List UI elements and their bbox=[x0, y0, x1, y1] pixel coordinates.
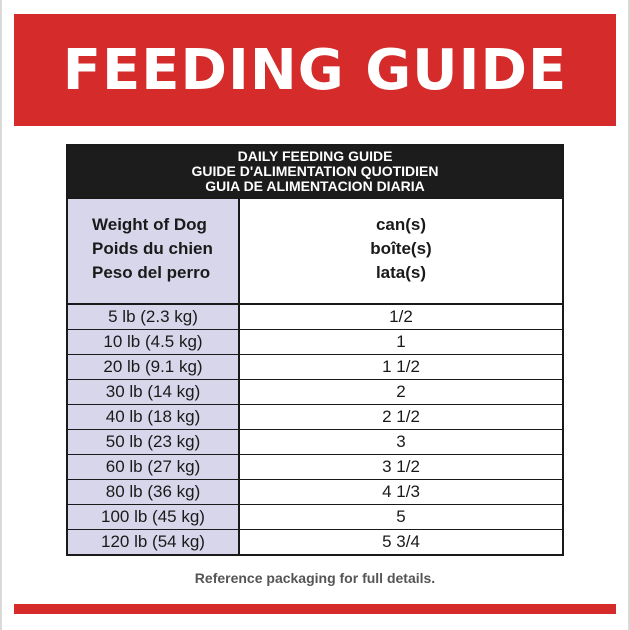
column-headers bbox=[68, 197, 562, 305]
table-row bbox=[68, 430, 562, 455]
weight-header-es: Peso del perro bbox=[92, 263, 211, 282]
cans-header-es: lata(s) bbox=[375, 263, 427, 282]
weight-cell: 20 lb (9.1 kg) bbox=[68, 355, 240, 379]
cans-column-header bbox=[240, 199, 562, 303]
table-body bbox=[68, 305, 562, 554]
table-row bbox=[68, 355, 562, 380]
table-row bbox=[68, 530, 562, 554]
cans-header-en: can(s) bbox=[375, 215, 427, 234]
weight-cell: 100 lb (45 kg) bbox=[68, 505, 240, 529]
cans-cell: 1 bbox=[240, 330, 562, 354]
feeding-table bbox=[66, 144, 564, 556]
table-row bbox=[68, 380, 562, 405]
table-row bbox=[68, 330, 562, 355]
cans-cell: 4 1/3 bbox=[240, 480, 562, 504]
bottom-red-bar bbox=[14, 604, 616, 614]
table-header-line-fr: GUIDE D'ALIMENTATION QUOTIDIEN bbox=[191, 163, 439, 179]
table-header bbox=[68, 146, 562, 197]
cans-header-fr: boîte(s) bbox=[370, 239, 432, 258]
cans-cell: 1 1/2 bbox=[240, 355, 562, 379]
weight-cell: 40 lb (18 kg) bbox=[68, 405, 240, 429]
table-row bbox=[68, 305, 562, 330]
table-row bbox=[68, 480, 562, 505]
cans-cell: 2 bbox=[240, 380, 562, 404]
reference-footnote: Reference packaging for full details. bbox=[194, 570, 436, 586]
title-banner bbox=[14, 14, 616, 126]
weight-cell: 10 lb (4.5 kg) bbox=[68, 330, 240, 354]
weight-cell: 5 lb (2.3 kg) bbox=[68, 305, 240, 329]
weight-column-header bbox=[68, 199, 240, 303]
table-header-line-en: DAILY FEEDING GUIDE bbox=[237, 148, 393, 164]
weight-cell: 50 lb (23 kg) bbox=[68, 430, 240, 454]
cans-cell: 3 bbox=[240, 430, 562, 454]
banner-title: FEEDING GUIDE bbox=[62, 37, 568, 103]
weight-header-fr: Poids du chien bbox=[92, 239, 213, 258]
weight-cell: 30 lb (14 kg) bbox=[68, 380, 240, 404]
weight-cell: 80 lb (36 kg) bbox=[68, 480, 240, 504]
cans-cell: 5 bbox=[240, 505, 562, 529]
table-row bbox=[68, 405, 562, 430]
table-row bbox=[68, 455, 562, 480]
weight-cell: 120 lb (54 kg) bbox=[68, 530, 240, 554]
table-header-line-es: GUIA DE ALIMENTACION DIARIA bbox=[205, 178, 425, 194]
left-edge bbox=[0, 0, 2, 630]
cans-cell: 3 1/2 bbox=[240, 455, 562, 479]
weight-cell: 60 lb (27 kg) bbox=[68, 455, 240, 479]
cans-cell: 2 1/2 bbox=[240, 405, 562, 429]
cans-cell: 1/2 bbox=[240, 305, 562, 329]
table-row bbox=[68, 505, 562, 530]
weight-header-en: Weight of Dog bbox=[92, 215, 207, 234]
cans-cell: 5 3/4 bbox=[240, 530, 562, 554]
